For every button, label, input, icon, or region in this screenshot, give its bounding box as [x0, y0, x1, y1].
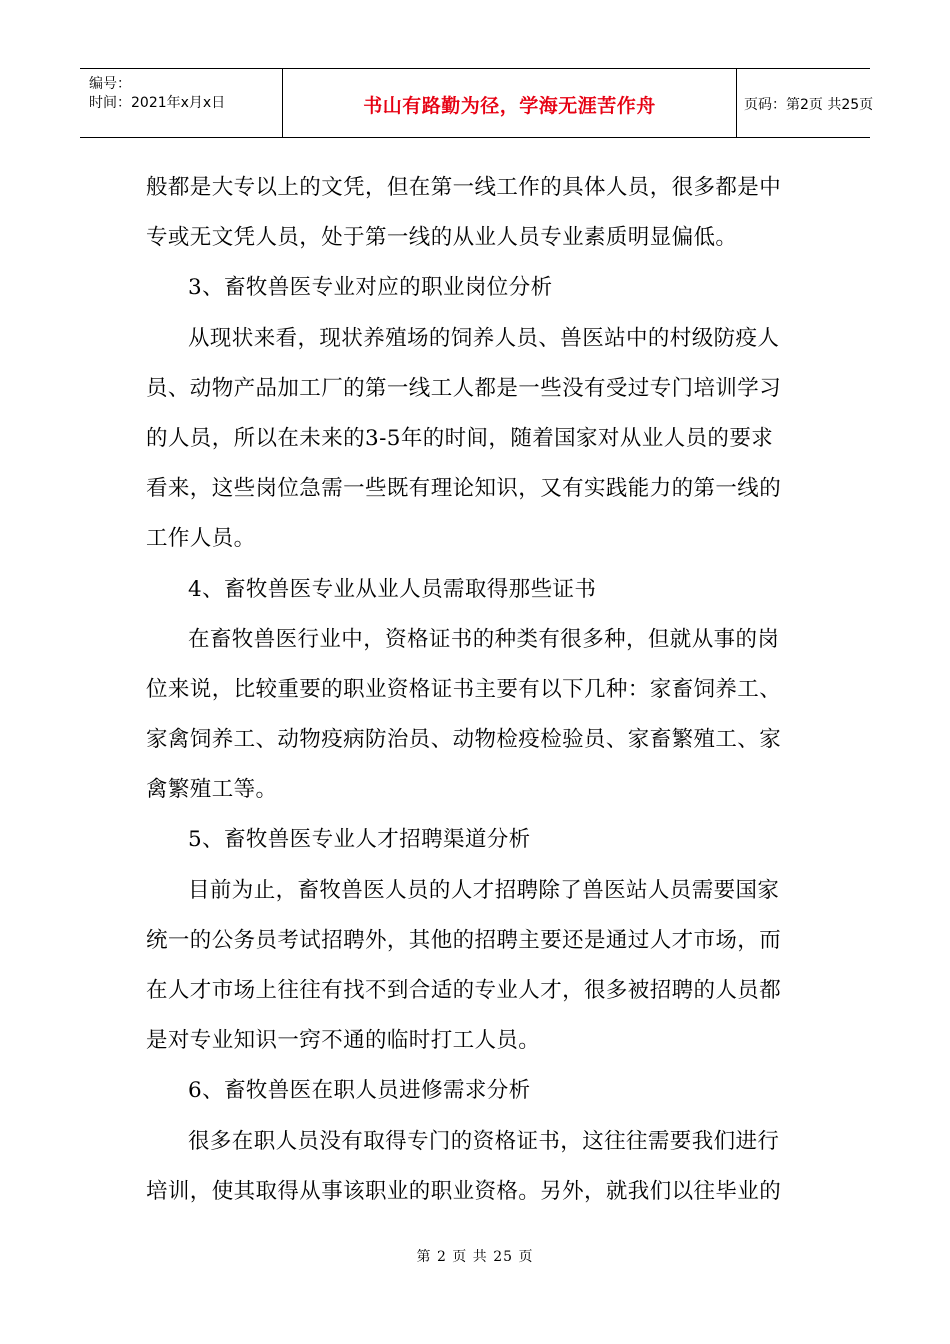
body-line: 专或无文凭人员，处于第一线的从业人员专业素质明显偏低。 — [146, 225, 738, 251]
header-motto-cell — [282, 69, 737, 137]
body-line: 禽繁殖工等。 — [146, 777, 278, 803]
header-meta-cell — [80, 69, 282, 137]
body-line: 培训，使其取得从事该职业的职业资格。另外，就我们以往毕业的 — [146, 1178, 782, 1204]
body-line: 工作人员。 — [146, 526, 256, 552]
document-number-label: 编号： — [89, 76, 131, 92]
body-line: 看来，这些岗位急需一些既有理论知识，又有实践能力的第一线的 — [146, 476, 782, 502]
body-line: 位来说，比较重要的职业资格证书主要有以下几种：家畜饲养工、 — [146, 676, 782, 702]
section-heading: 6、畜牧兽医在职人员进修需求分析 — [188, 1078, 531, 1104]
header-motto: 书山有路勤为径，学海无涯苦作舟 — [363, 95, 656, 117]
body-line: 目前为止，畜牧兽医人员的人才招聘除了兽医站人员需要国家 — [188, 877, 780, 903]
body-line: 很多在职人员没有取得专门的资格证书，这往往需要我们进行 — [188, 1128, 780, 1154]
header-page-cell — [736, 69, 874, 137]
document-header — [80, 68, 874, 138]
body-line: 从现状来看，现状养殖场的饲养人员、兽医站中的村级防疫人 — [188, 325, 780, 351]
body-line: 家禽饲养工、动物疫病防治员、动物检疫检验员、家畜繁殖工、家 — [146, 727, 782, 753]
body-line: 般都是大专以上的文凭，但在第一线工作的具体人员，很多都是中 — [146, 175, 782, 200]
document-date-label: 时间：2021年x月x日 — [89, 95, 226, 111]
body-line: 在畜牧兽医行业中，资格证书的种类有很多种，但就从事的岗 — [188, 626, 780, 652]
section-heading: 5、畜牧兽医专业人才招聘渠道分析 — [188, 827, 531, 853]
document-body — [146, 163, 806, 1217]
body-line: 是对专业知识一窍不通的临时打工人员。 — [146, 1028, 541, 1054]
header-page-info: 页码：第2页 共25页 — [744, 97, 874, 113]
body-line: 的人员，所以在未来的3-5年的时间，随着国家对从业人员的要求 — [146, 425, 774, 451]
body-line: 员、动物产品加工厂的第一线工人都是一些没有受过专门培训学习 — [146, 375, 782, 401]
section-heading: 4、畜牧兽医专业从业人员需取得那些证书 — [188, 576, 597, 602]
page-footer: 第 2 页 共 25 页 — [416, 1249, 534, 1265]
section-heading: 3、畜牧兽医专业对应的职业岗位分析 — [188, 275, 553, 301]
body-line: 在人才市场上往往有找不到合适的专业人才，很多被招聘的人员都 — [146, 978, 782, 1003]
body-line: 统一的公务员考试招聘外，其他的招聘主要还是通过人才市场，而 — [146, 927, 782, 953]
